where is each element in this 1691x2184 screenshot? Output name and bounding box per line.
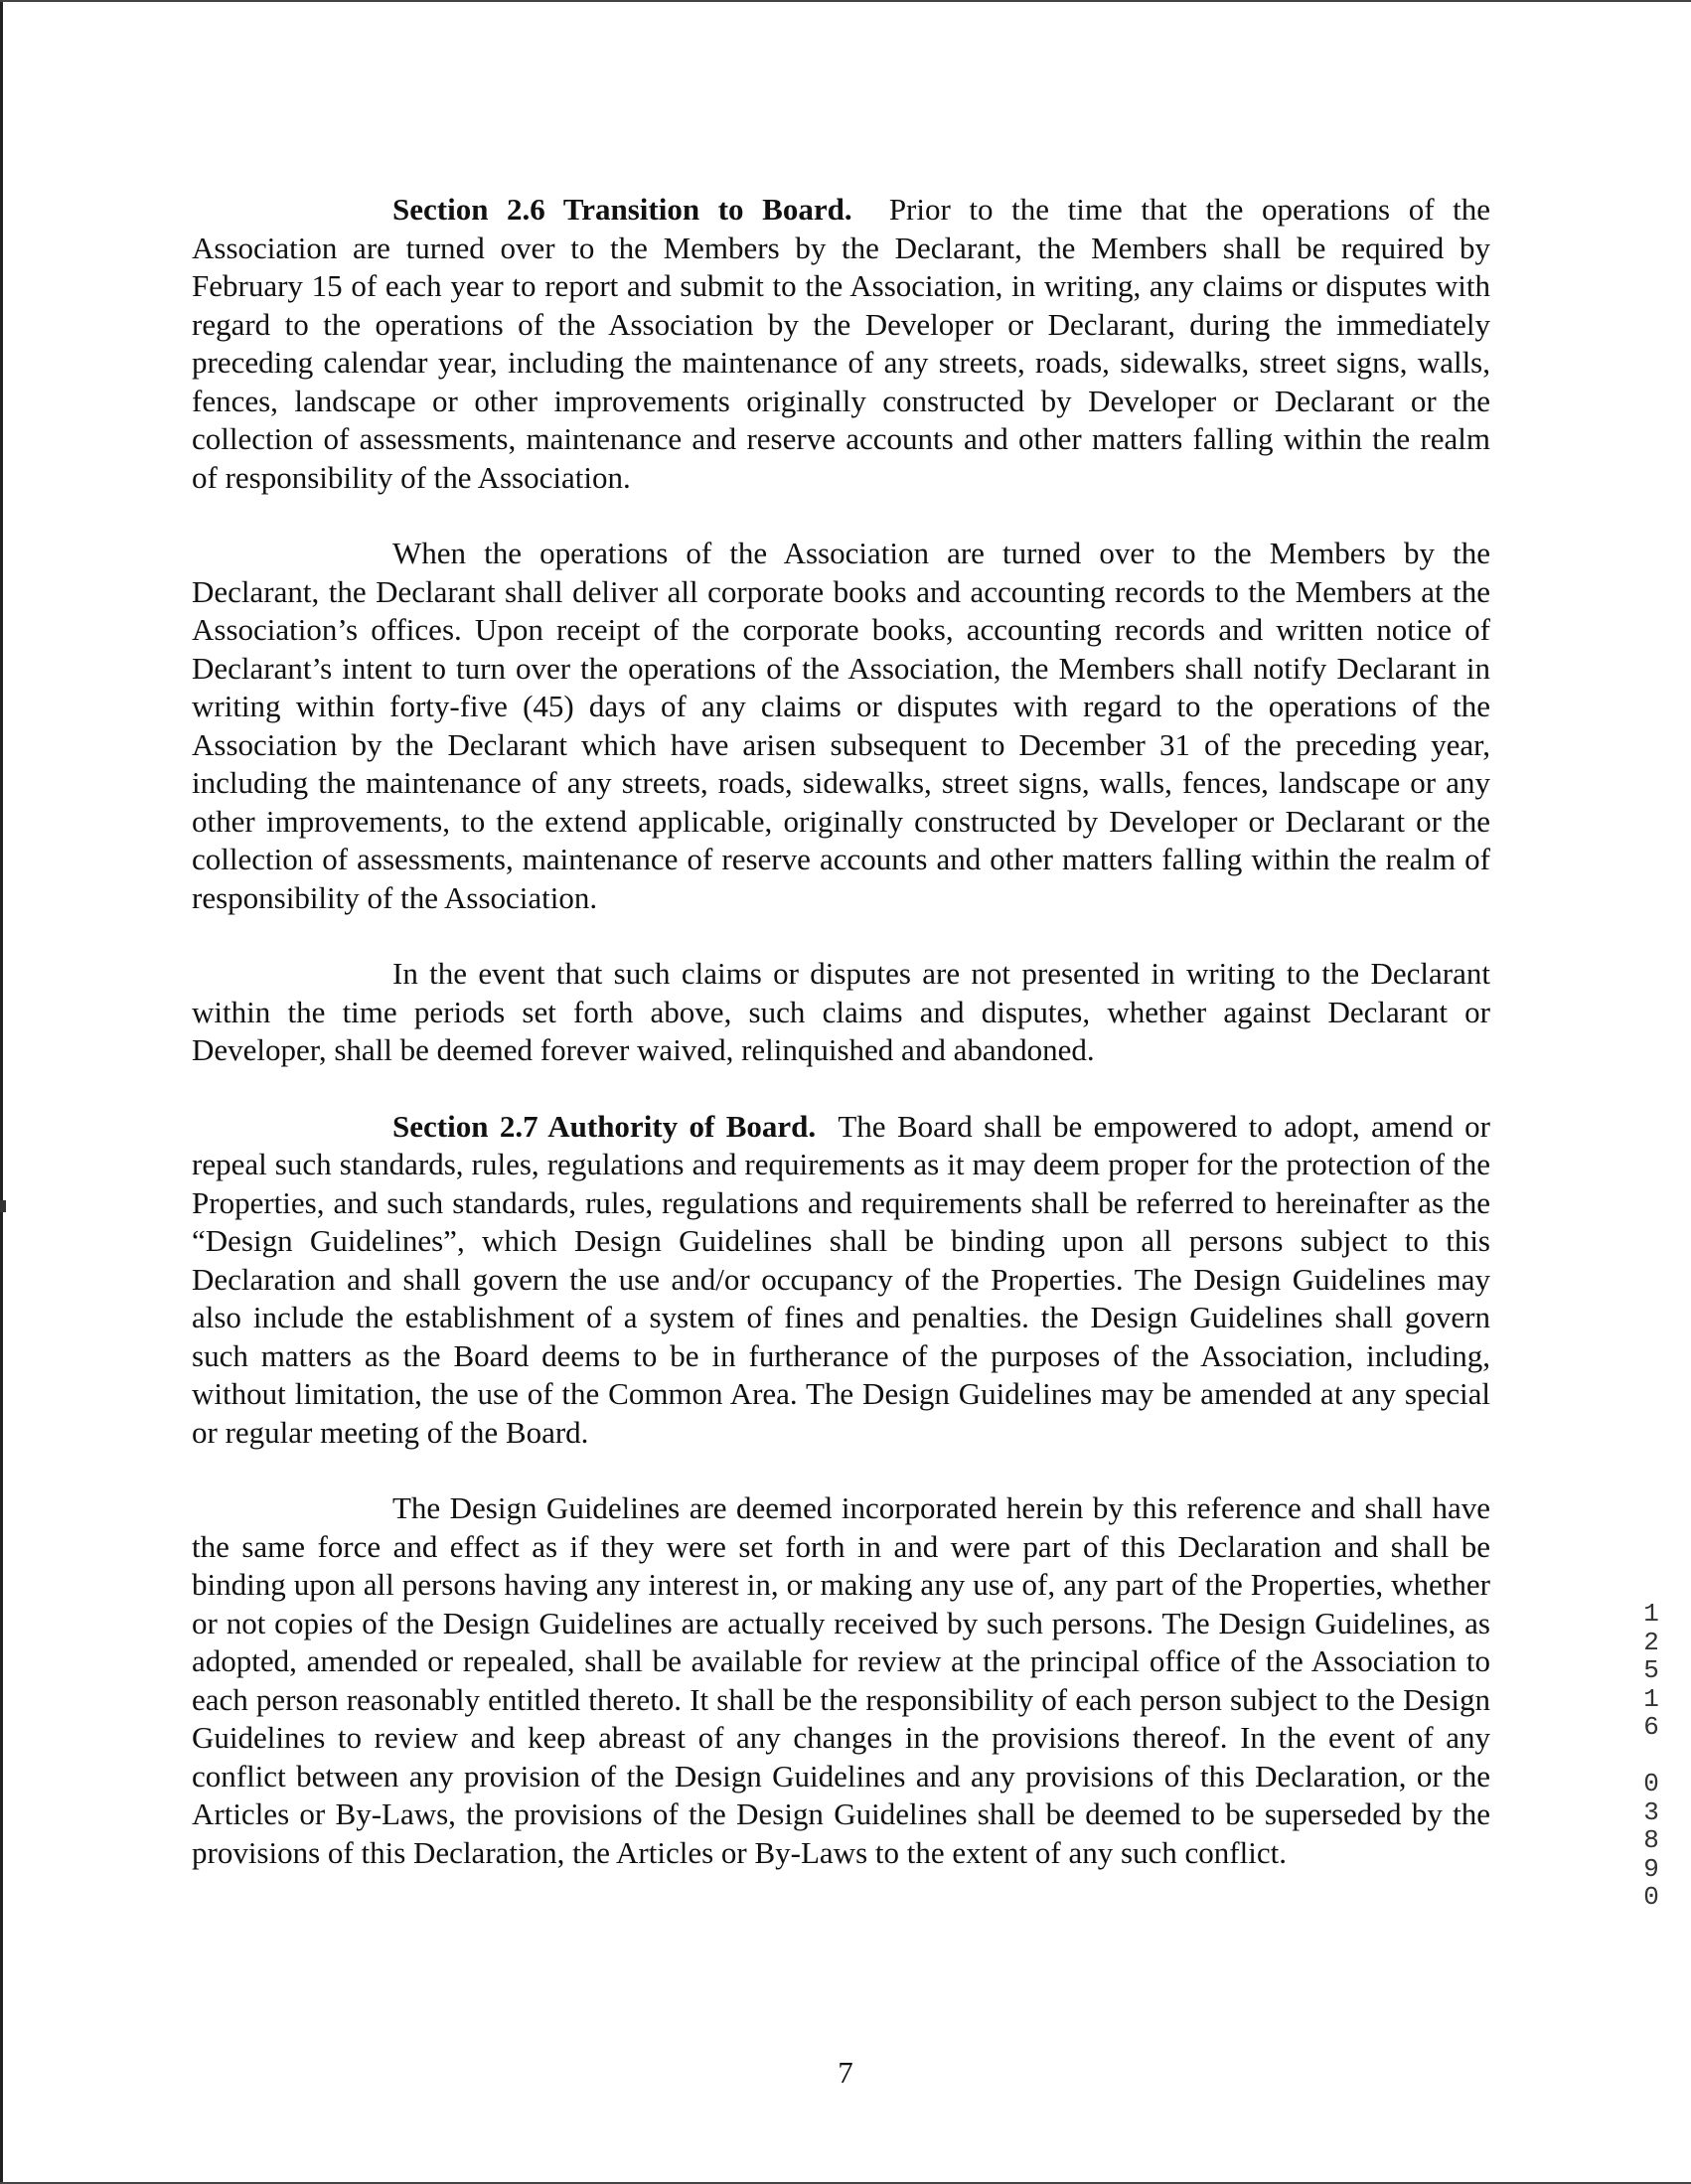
document-body bbox=[192, 191, 1490, 1910]
stamp-digit: 9 bbox=[1643, 1853, 1659, 1884]
stamp-digit: 0 bbox=[1643, 1769, 1659, 1798]
stamp-digit: 0 bbox=[1643, 1882, 1659, 1912]
stamp-digit: 8 bbox=[1643, 1825, 1659, 1855]
stamp-digit: 1 bbox=[1643, 1683, 1659, 1714]
paragraph-section-2-7 bbox=[192, 1108, 1490, 1453]
paragraph-section-2-6 bbox=[192, 191, 1490, 497]
recording-stamp bbox=[1638, 1600, 1664, 1912]
section-heading: Section 2.7 Authority of Board. bbox=[392, 1108, 817, 1144]
stamp-gap bbox=[1638, 1742, 1664, 1771]
left-edge-mark bbox=[0, 1200, 6, 1212]
paragraph-text: The Board shall be empowered to adopt, amend or repeal such standards, rules, regulations and requirements as it may deem proper for the protection of the Properties, and such standards, rules, regulations and requirements shall be referred to hereinafter as the “Design Guidelines”, which Design Guidelines shall be binding upon all persons subject to this Declaration and shall govern the use and/or occupancy of the Properties. The Design Guidelines may also include the establishment of a system of fines and penalties. the Design Guidelines shall govern such matters as the Board deems to be in furtherance of the purposes of the Association, including, without limitation, the use of the Common Area. The Design Guidelines may be amended at any special or regular meeting of the Board. bbox=[192, 1108, 1490, 1450]
left-border-line bbox=[0, 0, 3, 2184]
paragraph-waiver bbox=[192, 955, 1490, 1070]
paragraph-text: Prior to the time that the operations of the Association are turned over to the Members by the Declarant, the Members shall be required by February 15 of each year to report and submit to the Association, in writing, any claims or disputes with regard to the operations of the Association by the Developer or Declarant, during the immediately preceding calendar year, including the maintenance of any streets, roads, sidewalks, street signs, walls, fences, landscape or other improvements originally constructed by Developer or Declarant or the collection of assessments, maintenance and reserve accounts and other matters falling within the realm of responsibility of the Association. bbox=[192, 192, 1490, 495]
page-number: 7 bbox=[838, 2055, 853, 2090]
stamp-digit: 2 bbox=[1643, 1627, 1659, 1657]
stamp-digit: 6 bbox=[1643, 1712, 1659, 1742]
paragraph-turnover bbox=[192, 535, 1490, 917]
paragraph-text: The Design Guidelines are deemed incorporated herein by this reference and shall have the same force and effect as if they were set forth in and were part of this Declaration and shall be binding upon all persons having any interest in, or making any use of, any part of the Properties, whether or not copies of the Design Guidelines are actually received by such persons. The Design Guidelines, as adopted, amended or repealed, shall be available for review at the principal office of the Association to each person reasonably entitled thereto. It shall be the responsibility of each person subject to the Design Guidelines to review and keep abreast of any changes in the provisions thereof. In the event of any conflict between any provision of the Design Guidelines and any provisions of this Declaration, or the Articles or By-Laws, the provisions of the Design Guidelines shall be deemed to be superseded by the provisions of this Declaration, the Articles or By-Laws to the extent of any such conflict. bbox=[192, 1490, 1490, 1870]
paragraph-text: In the event that such claims or disputes are not presented in writing to the Declarant within the time periods set forth above, such claims and disputes, whether against Declarant or Developer, shall be deemed forever waived, relinquished and abandoned. bbox=[192, 956, 1490, 1067]
top-border-line bbox=[0, 0, 1691, 2]
section-heading: Section 2.6 Transition to Board. bbox=[392, 192, 852, 227]
stamp-digit: 5 bbox=[1643, 1655, 1659, 1685]
stamp-digit: 1 bbox=[1643, 1599, 1659, 1629]
stamp-digit: 3 bbox=[1643, 1796, 1659, 1827]
paragraph-text: When the operations of the Association are turned over to the Members by the Declarant, the Declarant shall deliver all corporate books and accounting records to the Members at the Association’s offices. Upon receipt of the corporate books, accounting records and written notice of Declarant’s intent to turn over the operations of the Association, the Members shall notify Declarant in writing within forty-five (45) days of any claims or disputes with regard to the operations of the Association by the Declarant which have arisen subsequent to December 31 of the preceding year, including the maintenance of any streets, roads, sidewalks, street signs, walls, fences, landscape or any other improvements, to the extend applicable, originally constructed by Developer or Declarant or the collection of assessments, maintenance of reserve accounts and other matters falling within the realm of responsibility of the Association. bbox=[192, 536, 1490, 915]
paragraph-design-guidelines bbox=[192, 1489, 1490, 1872]
